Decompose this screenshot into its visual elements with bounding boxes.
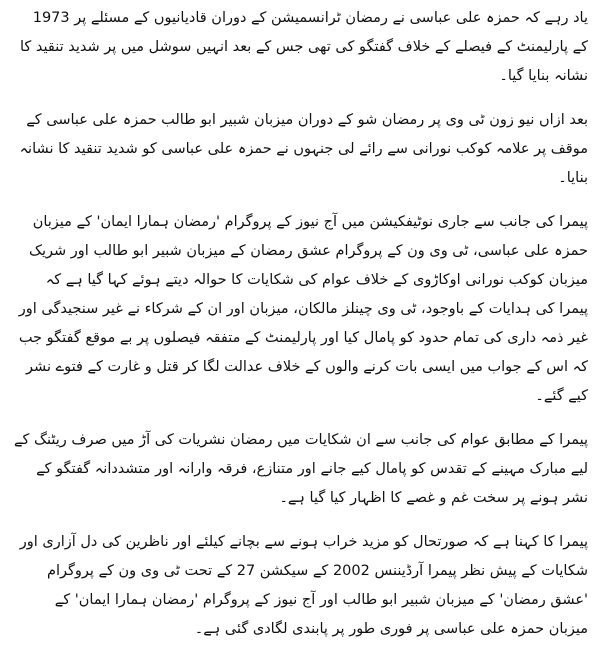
paragraph-1: یاد رہے کہ حمزہ علی عباسی نے رمضان ٹرانسمیشن کے دوران قادیانیوں کے مسئلے پر 1973 کے پارلیمنٹ کے فیصلے کے خلاف گفتگو کی تھی جس کے بعد انہیں سوشل میں پر شدید تنقید کا نشانہ بنایا گیا۔ [19,10,588,84]
article-body [14,4,588,659]
paragraph-3: پیمرا کی جانب سے جاری نوٹیفکیشن میں آج نیوز کے پروگرام 'رمضان ہمارا ایمان' کے میزبان حمزہ علی عباسی، ٹی وی ون کے پروگرام عشق رمضان کے میزبان شبیر ابو طالب اور شریک میزبان کوکب نورانی اوکاڑوی کے خلاف عوام کی شکایات کا حوالہ دیتے ہوئے کہا گیا ہے کہ پیمرا کی ہدایات کے باوجود، ٹی وی چینلز مالکان، میزبان اور ان کے شرکاء نے غیر سنجیدگی اور غیر ذمہ داری کی تمام حدود کو پامال کیا اور پارلیمنٹ کے متفقہ فیصلوں پر بے موقع گفتگو جب کہ اس کے جواب میں ایسی بات کرنے والوں کے خلاف عدالت لگا کر قتل و غارت کے فتوے نشر کیے گئے۔ [18,214,588,404]
paragraph-5: پیمرا کا کہنا ہے کہ صورتحال کو مزید خراب ہونے سے بچانے کیلئے اور ناظرین کی دل آزاری اور شکایات کے پیش نظر پیمرا آرڈیننس 2002 کے سیکشن 27 کے تحت ٹی وی ون کے پروگرام 'عشق رمضان' کے میزبان شبیر ابو طالب اور آج نیوز کے پروگرام 'رمضان ہمارا ایمان' کے میزبان حمزہ علی عباسی پر فوری طور پر پابندی لگادی گئی ہے۔ [19,534,588,637]
paragraph-2: بعد ازاں نیو زون ٹی وی پر رمضان شو کے دوران میزبان شبیر ابو طالب حمزہ علی عباسی کے موقف پر علامہ کوکب نورانی سے رائے لی جنہوں نے حمزہ علی عباسی کو شدید تنقید کا نشانہ بنایا۔ [19,112,588,186]
paragraph-4: پیمرا کے مطابق عوام کی جانب سے ان شکایات میں رمضان نشریات کی آڑ میں صرف ریٹنگ کے لیے مبارک مہینے کے تقدس کو پامال کیے جانے اور متنازع، فرقہ وارانہ اور متشددانہ گفتگو کے نشر ہونے پر سخت غم و غصے کا اظہار کیا گیا ہے۔ [14,432,588,506]
